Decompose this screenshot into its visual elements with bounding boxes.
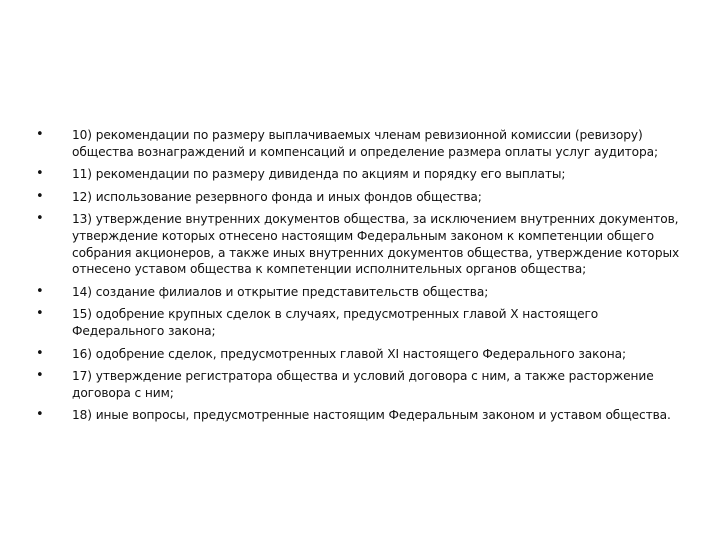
list-item (36, 211, 684, 277)
bullet-icon: • (36, 368, 44, 384)
bullet-list (36, 127, 684, 430)
list-item-text: 14) создание филиалов и открытие представительств общества; (72, 284, 489, 299)
bullet-icon: • (36, 211, 44, 227)
list-item-text: 17) утверждение регистратора общества и условий договора с ним, а также расторжение договора с ним; (72, 369, 654, 400)
list-item-text: 15) одобрение крупных сделок в случаях, предусмотренных главой X настоящего Федерального закона; (72, 307, 599, 338)
bullet-icon: • (36, 188, 44, 204)
list-item-text: 16) одобрение сделок, предусмотренных главой XI настоящего Федерального закона; (72, 346, 626, 361)
list-item (36, 368, 684, 401)
bullet-icon: • (36, 127, 44, 142)
list-item (36, 127, 684, 160)
list-item-text: 18) иные вопросы, предусмотренные настоящим Федеральным законом и уставом общества. (72, 408, 671, 423)
bullet-icon: • (36, 407, 44, 423)
list-item-text: 13) утверждение внутренних документов общества, за исключением внутренних документов, утверждение которых отнесено настоящим Федеральным законом к компетенции общего собрания акционеров, а также иных внутренних документов общества, утверждение которых отнесено уставом общества к компетенции исполнительных органов общества; (72, 212, 680, 277)
list-item-text: 11) рекомендации по размеру дивиденда по акциям и порядку его выплаты; (72, 167, 566, 182)
list-item (36, 346, 684, 363)
bullet-icon: • (36, 166, 44, 182)
list-item (36, 407, 684, 424)
list-item (36, 284, 684, 301)
list-item-text: 12) использование резервного фонда и иных фондов общества; (72, 189, 482, 204)
bullet-icon: • (36, 306, 44, 322)
list-item (36, 166, 684, 183)
list-item (36, 306, 684, 339)
list-item-text: 10) рекомендации по размеру выплачиваемых членам ревизионной комиссии (ревизору) общества вознаграждений и компенсаций и определение размера оплаты услуг аудитора; (72, 128, 659, 159)
bullet-icon: • (36, 345, 44, 361)
list-item (36, 189, 684, 206)
bullet-icon: • (36, 283, 44, 299)
